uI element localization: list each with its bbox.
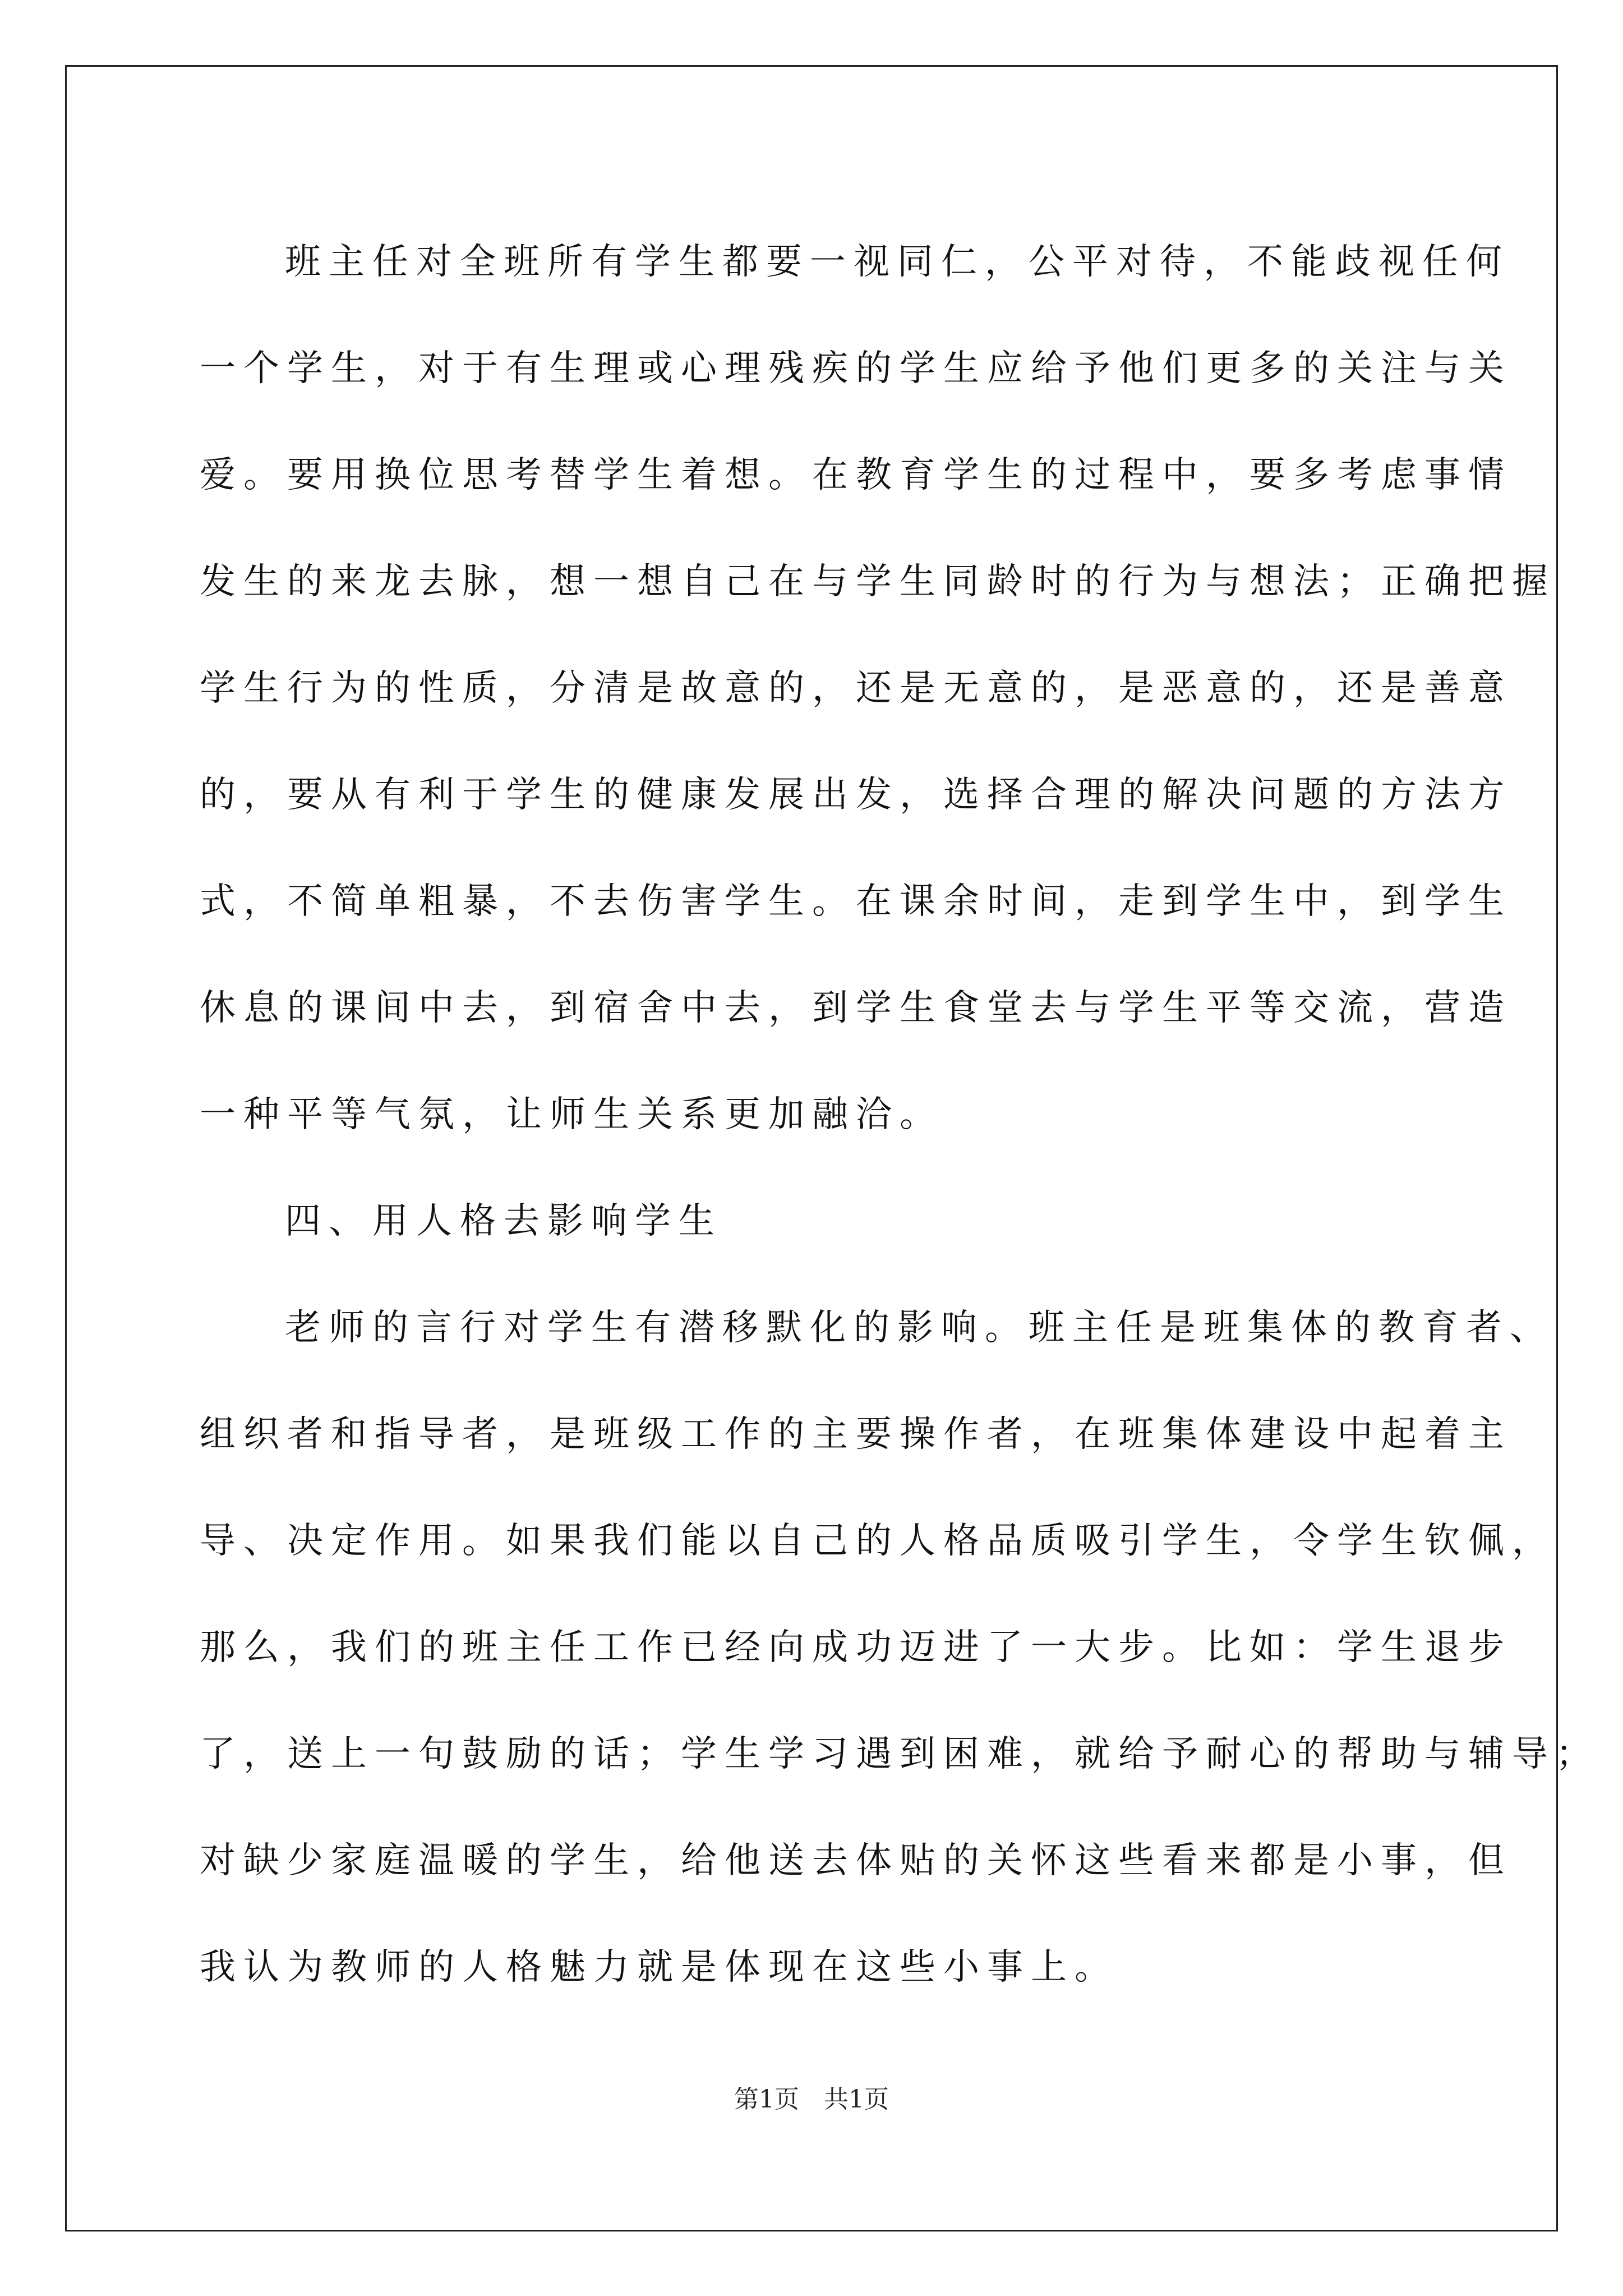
document-body [200,209,1599,2021]
page-number-footer: 第1页 共1页 [734,2085,889,2114]
text-line: 式，不简单粗暴，不去伤害学生。在课余时间，走到学生中，到学生 [200,881,1512,922]
text-line: 发生的来龙去脉，想一想自己在与学生同龄时的行为与想法；正确把握 [200,561,1556,602]
heading-text: 四、用人格去影响学生 [285,1200,722,1242]
text-line: 我认为教师的人格魅力就是体现在这些小事上。 [200,1947,1118,1988]
section-heading [200,1168,1430,1274]
text-line: 一种平等气氛，让师生关系更加融洽。 [200,1094,943,1135]
text-line: 休息的课间中去，到宿舍中去，到学生食堂去与学生平等交流，营造 [200,987,1512,1029]
paragraph [200,1274,1599,2021]
text-line: 组织者和指导者，是班级工作的主要操作者，在班集体建设中起着主 [200,1414,1512,1455]
text-line: 老师的言行对学生有潜移默化的影响。班主任是班集体的教育者、 [285,1307,1553,1349]
text-line: 爱。要用换位思考替学生着想。在教育学生的过程中，要多考虑事情 [200,454,1512,496]
text-line: 了，送上一句鼓励的话；学生学习遇到困难，就给予耐心的帮助与辅导； [200,1733,1599,1775]
text-line: 学生行为的性质，分清是故意的，还是无意的，是恶意的，还是善意 [200,668,1512,709]
text-line: 导、决定作用。如果我们能以自己的人格品质吸引学生，令学生钦佩， [200,1520,1556,1562]
text-line: 的，要从有利于学生的健康发展出发，选择合理的解决问题的方法方 [200,774,1512,816]
text-line: 一个学生，对于有生理或心理残疾的学生应给予他们更多的关注与关 [200,348,1512,389]
text-line: 那么，我们的班主任工作已经向成功迈进了一大步。比如：学生退步 [200,1627,1512,1668]
paragraph [200,209,1556,1168]
text-line: 对缺少家庭温暖的学生，给他送去体贴的关怀这些看来都是小事，但 [200,1840,1512,1881]
text-line: 班主任对全班所有学生都要一视同仁，公平对待，不能歧视任何 [285,241,1510,283]
